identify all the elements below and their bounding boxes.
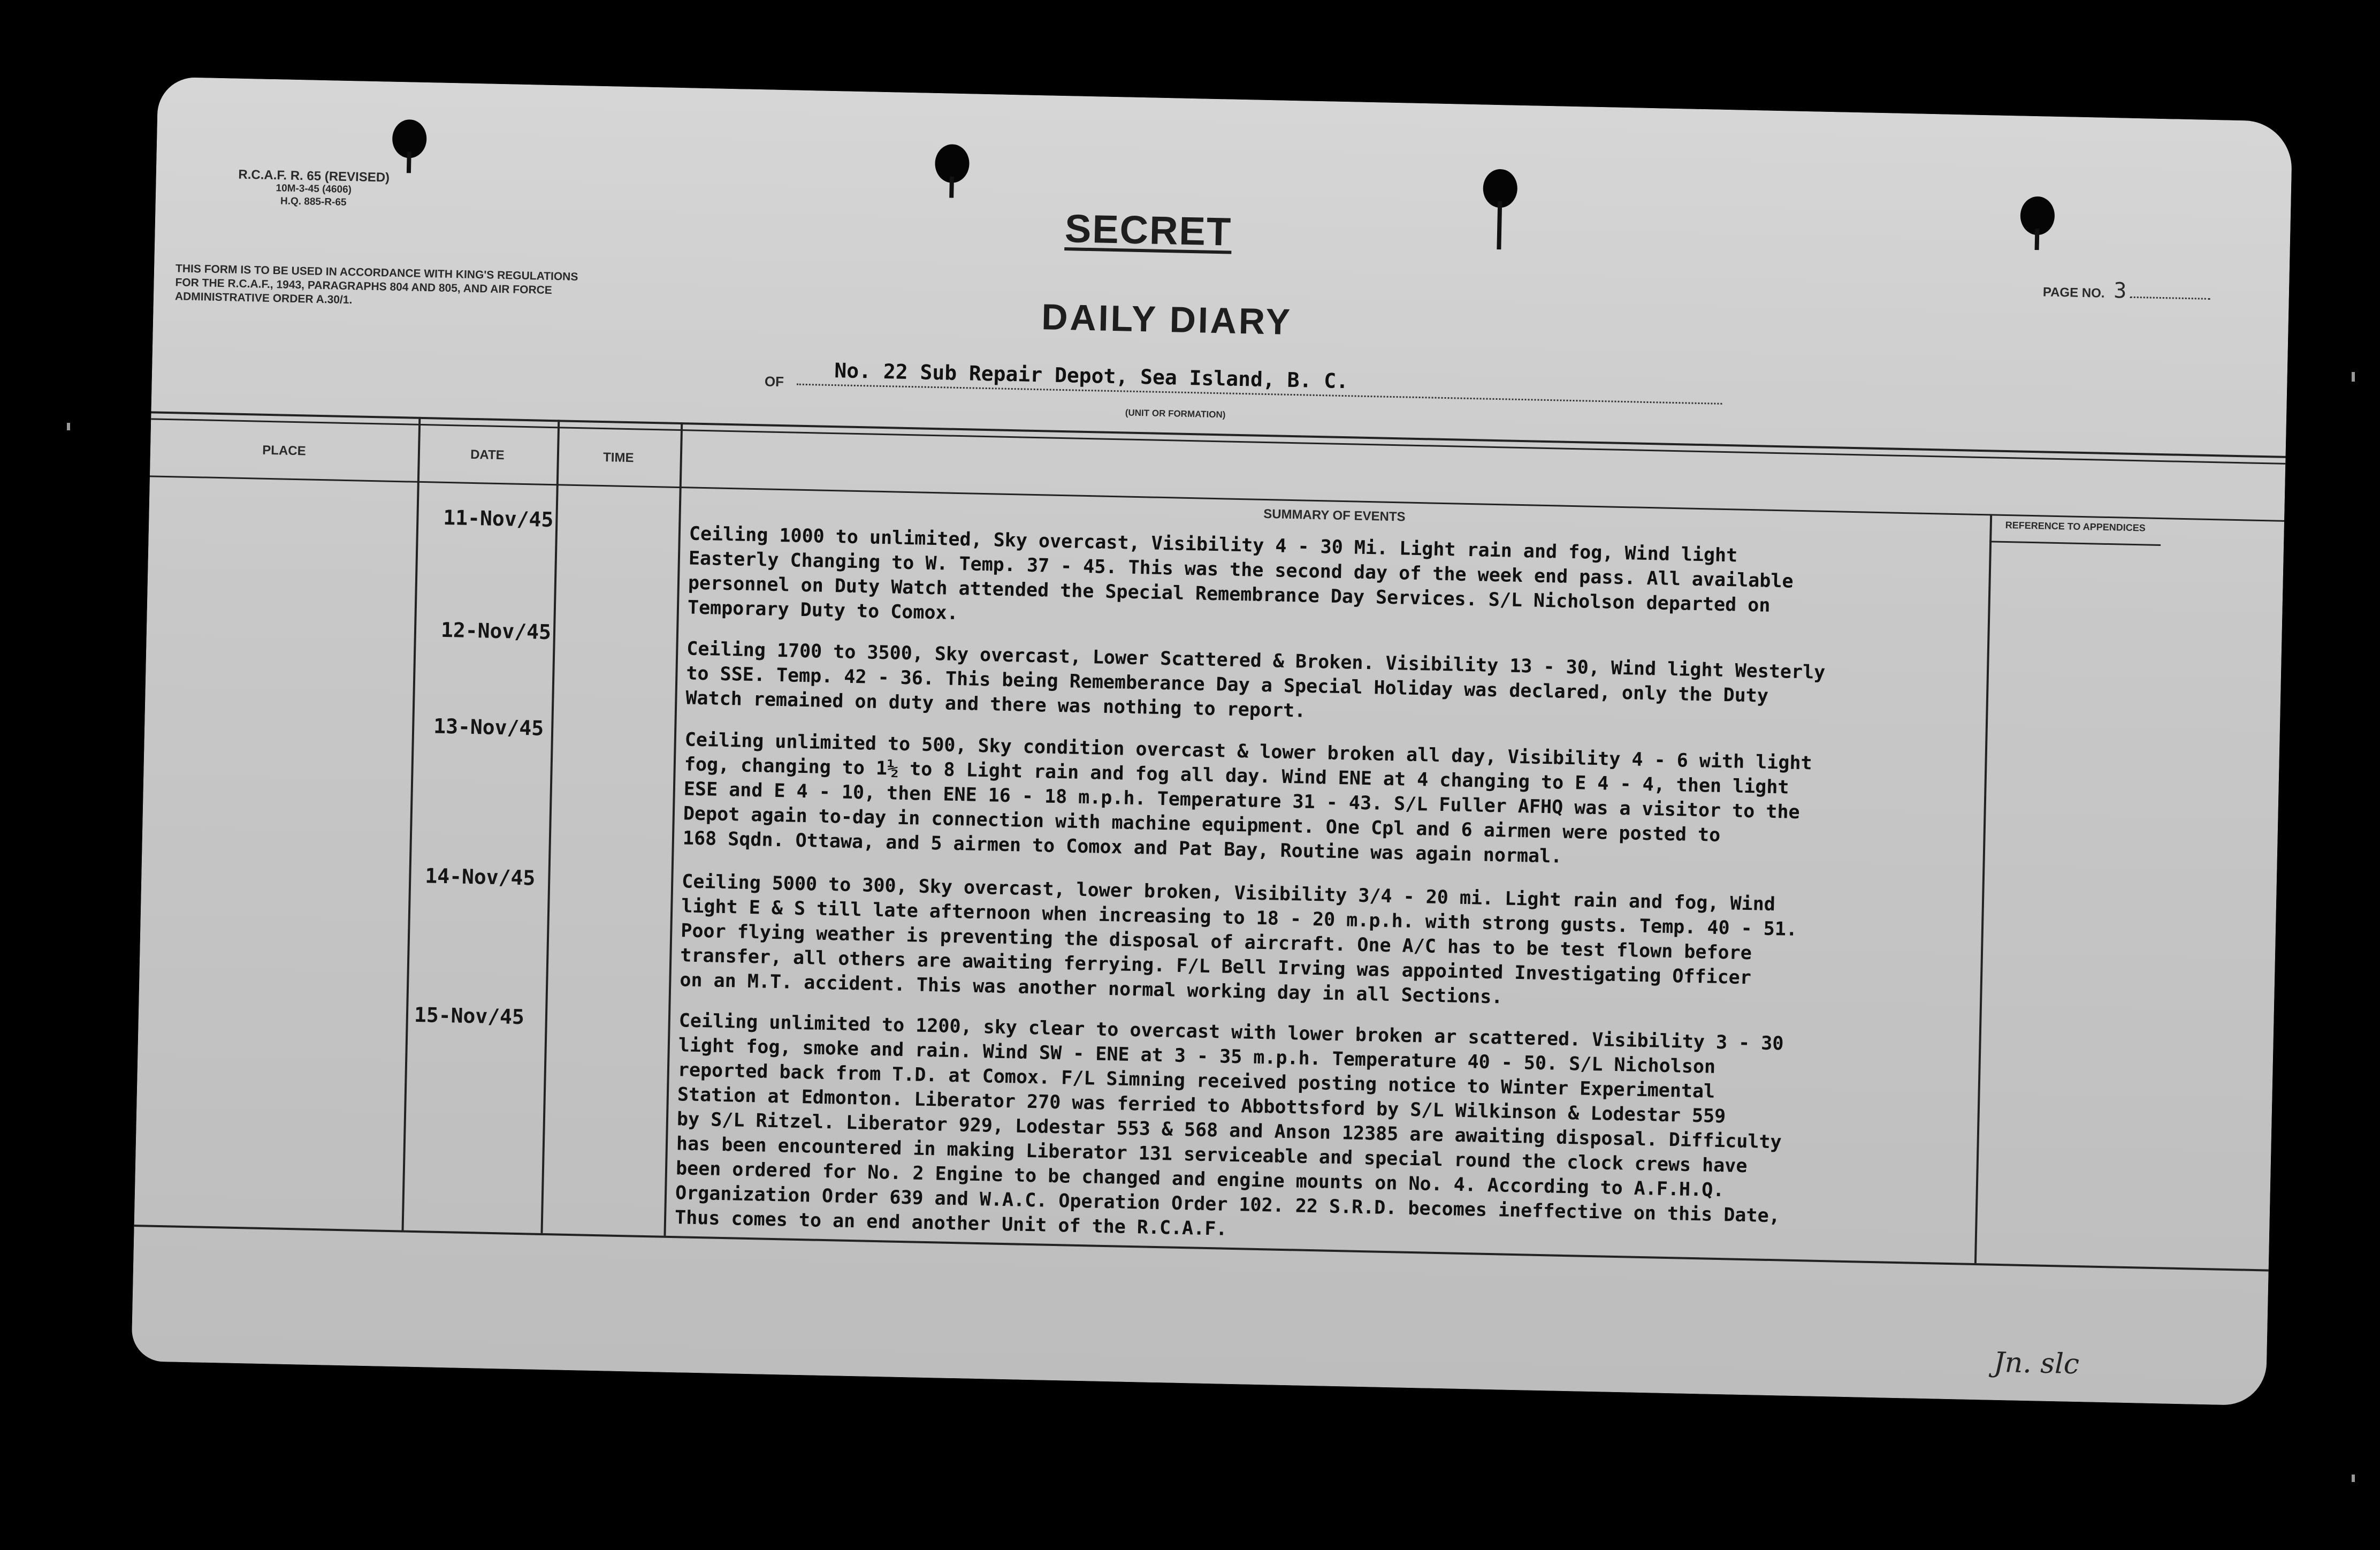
page-number-field: [2043, 277, 2211, 305]
punch-hole: [935, 144, 970, 183]
column-divider: [1974, 514, 1992, 1263]
column-header-time: TIME: [602, 450, 634, 466]
classification-heading: SECRET: [1064, 206, 1232, 254]
page-number-label: PAGE NO.: [2042, 285, 2105, 301]
column-header-place: PLACE: [262, 443, 306, 459]
entry-summary: Ceiling unlimited to 1200, sky clear to overcast with lower broken ar scattered. Visibility 3 - 30 light fog, smoke and rain. Wind SW - ENE at 3 - 35 m.p.h. Temperature 40 - 50. S/L Nicholson reported back from T.D. at Comox. F/L Simning received posting notice to Winter Experimental Station at Edmonton. Liberator 270 was ferried to Abbottsford by S/L Wilkinson & Lodestar 559 by S/L Ritzel. Liberator 929, Lodestar 553 & 568 and Anson 12385 are awaiting disposal. Difficulty has been encountered in making Liberator 131 serviceable and special round the clock crews have been ordered for No. 2 Engine to be changed and engine mounts on No. 4. According to A.F.H.Q. Organization Order 639 and W.A.C. Operation Order 102. 22 S.R.D. becomes ineffective on this Date, Thus comes to an end another Unit of the R.C.A.F.: [674, 1010, 1784, 1240]
punch-hole: [392, 119, 426, 158]
handwritten-initials: Jn. slc: [1993, 1346, 2080, 1381]
form-id-line: H.Q. 885-R-65: [280, 195, 347, 208]
entry-summary: Ceiling unlimited to 500, Sky condition overcast & lower broken all day, Visibility 4 - 6 with light fog, changing to 1½ to 8 Light rain and fog all day. Wind ENE at 4 changing to E 4 - 4, then light ESE and E 4 - 10, then ENE 16 - 18 m.p.h. Temperature 31 - 43. S/L Fuller AFHQ was a visitor to the Depot again to-day in connection with machine equipment. One Cpl and 6 airmen were posted to 168 Sqdn. Ottawa, and 5 airmen to Comox and Pat Bay, Routine was again normal.: [682, 729, 1812, 868]
punch-hole: [2020, 196, 2055, 235]
entry-date: 12-Nov/45: [440, 618, 552, 644]
form-id-line: R.C.A.F. R. 65 (REVISED): [238, 167, 390, 185]
page-number-line: [2130, 297, 2210, 300]
unit-caption: (UNIT OR FORMATION): [1125, 407, 1226, 420]
diary-card: [131, 77, 2292, 1405]
column-divider: [402, 417, 421, 1230]
entry-date: 11-Nov/45: [443, 505, 554, 532]
column-header-reference: REFERENCE TO APPENDICES: [2005, 519, 2146, 534]
scan-mark: [67, 423, 70, 430]
form-id-line: 10M-3-45 (4606): [276, 183, 352, 196]
column-header-date: DATE: [470, 447, 505, 463]
unit-name: No. 22 Sub Repair Depot, Sea Island, B. C.: [797, 358, 1723, 405]
column-divider: [540, 420, 560, 1233]
entry-summary: Ceiling 1700 to 3500, Sky overcast, Lower Scattered & Broken. Visibility 13 - 30, Wind light Westerly to SSE. Temp. 42 - 36. This being Rememberance Day a Special Holiday was declared, only the Duty Watch remained on duty and there was nothing to report.: [685, 638, 1826, 722]
reference-header-rule: [1989, 541, 2161, 546]
punch-hole: [1483, 169, 1517, 208]
page-number-value: 3: [2113, 278, 2127, 303]
form-instructions: THIS FORM IS TO BE USED IN ACCORDANCE WITH KING'S REGULATIONS FOR THE R.C.A.F., 1943, PARAGRAPHS 804 AND 805, AND AIR FORCE ADMINISTRATIVE ORDER A.30/1.: [174, 262, 578, 307]
entry-date: 13-Nov/45: [433, 714, 544, 740]
column-header-summary: SUMMARY OF EVENTS: [1263, 506, 1406, 525]
scan-mark: [2352, 372, 2355, 382]
page-title: DAILY DIARY: [1041, 297, 1293, 343]
entry-summary: Ceiling 1000 to unlimited, Sky overcast, Visibility 4 - 30 Mi. Light rain and fog, Wind light Easterly Changing to W. Temp. 37 - 45. This was the second day of the week end pass. All available personnel on Duty Watch attended the Special Remembrance Day Services. S/L Nicholson departed on Temporary Duty to Comox.: [687, 523, 1794, 625]
entry-summary: Ceiling 5000 to 300, Sky overcast, lower broken, Visibility 3/4 - 20 mi. Light rain and fog, Wind light E & S till late afternoon when increasing to 18 - 20 m.p.h. with strong gusts. Temp. 40 - 51. Poor flying weather is preventing the disposal of aircraft. One A/C has to be test flown before transfer, all others are awaiting ferrying. F/L Bell Irving was appointed Investigating Officer on an M.T. accident. This was another normal working day in all Sections.: [680, 871, 1798, 1008]
of-label: OF: [764, 373, 784, 390]
scan-mark: [2352, 1475, 2355, 1482]
entry-date: 14-Nov/45: [424, 864, 536, 890]
entry-date: 15-Nov/45: [414, 1002, 525, 1029]
form-identifier: [196, 168, 432, 211]
